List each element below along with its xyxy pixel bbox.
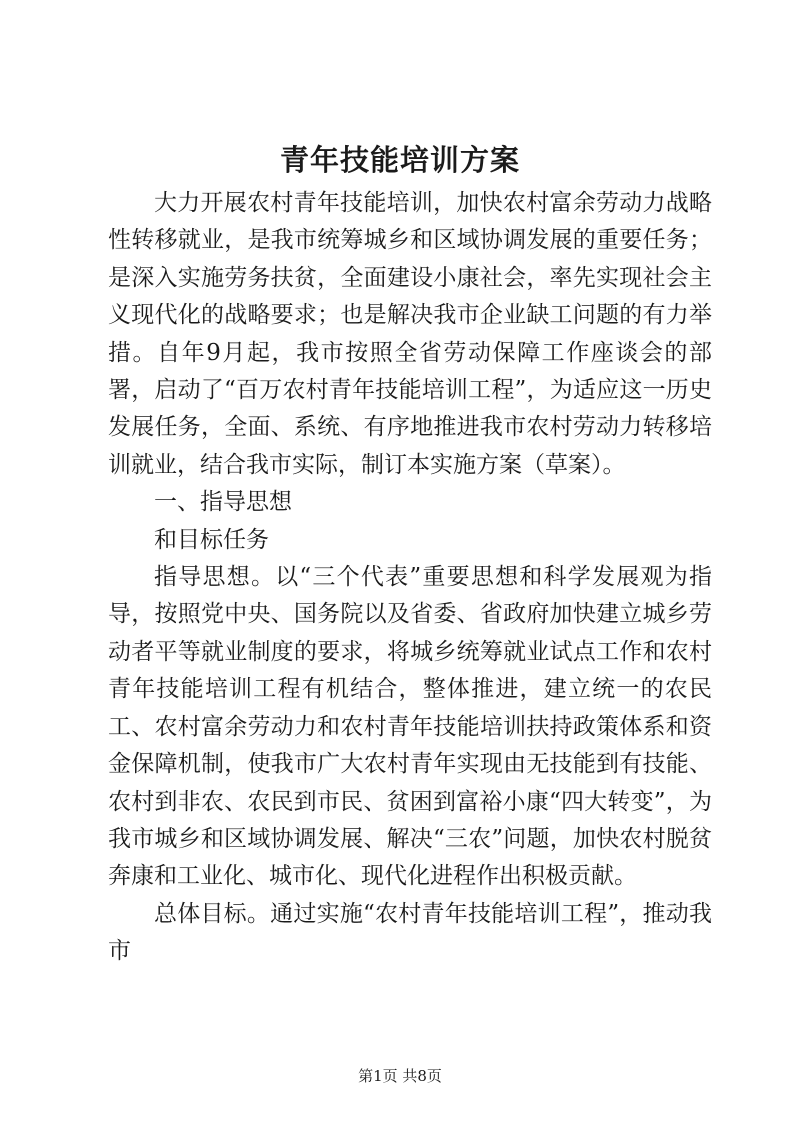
paragraph-guiding-ideology: 指导思想。以“三个代表”重要思想和科学发展观为指导，按照党中央、国务院以及省委、省政府加快建立城乡劳动者平等就业制度的要求，将城乡统筹就业试点工作和农村青年技能培训工程有机结合，整体推进，建立统一的农民工、农村富余劳动力和农村青年技能培训扶持政策体系和资金保障机制，使我市广大农村青年实现由无技能到有技能、农村到非农、农民到市民、贫困到富裕小康“四大转变”，为我市城乡和区域协调发展、解决“三农”问题，加快农村脱贫奔康和工业化、城市化、现代化进程作出积极贡献。 <box>108 564 712 890</box>
page-number-footer: 第1页 共8页 <box>358 1067 442 1085</box>
document-body <box>108 185 712 971</box>
paragraph-overall-goal: 总体目标。通过实施“农村青年技能培训工程”，推动我市 <box>108 900 712 965</box>
paragraph-intro: 大力开展农村青年技能培训，加快农村富余劳动力战略性转移就业，是我市统筹城乡和区域协调发展的重要任务；是深入实施劳务扶贫，全面建设小康社会，率先实现社会主义现代化的战略要求；也是解决我市企业缺工问题的有力举措。自年9月起，我市按照全省劳动保障工作座谈会的部署，启动了“百万农村青年技能培训工程”，为适应这一历史发展任务，全面、系统、有序地推进我市农村劳动力转移培训就业，结合我市实际，制订本实施方案（草案）。 <box>108 190 712 478</box>
section-heading-continued: 和目标任务 <box>154 526 269 553</box>
section-heading: 一、指导思想 <box>154 489 292 516</box>
document-title: 青年技能培训方案 <box>279 143 520 177</box>
